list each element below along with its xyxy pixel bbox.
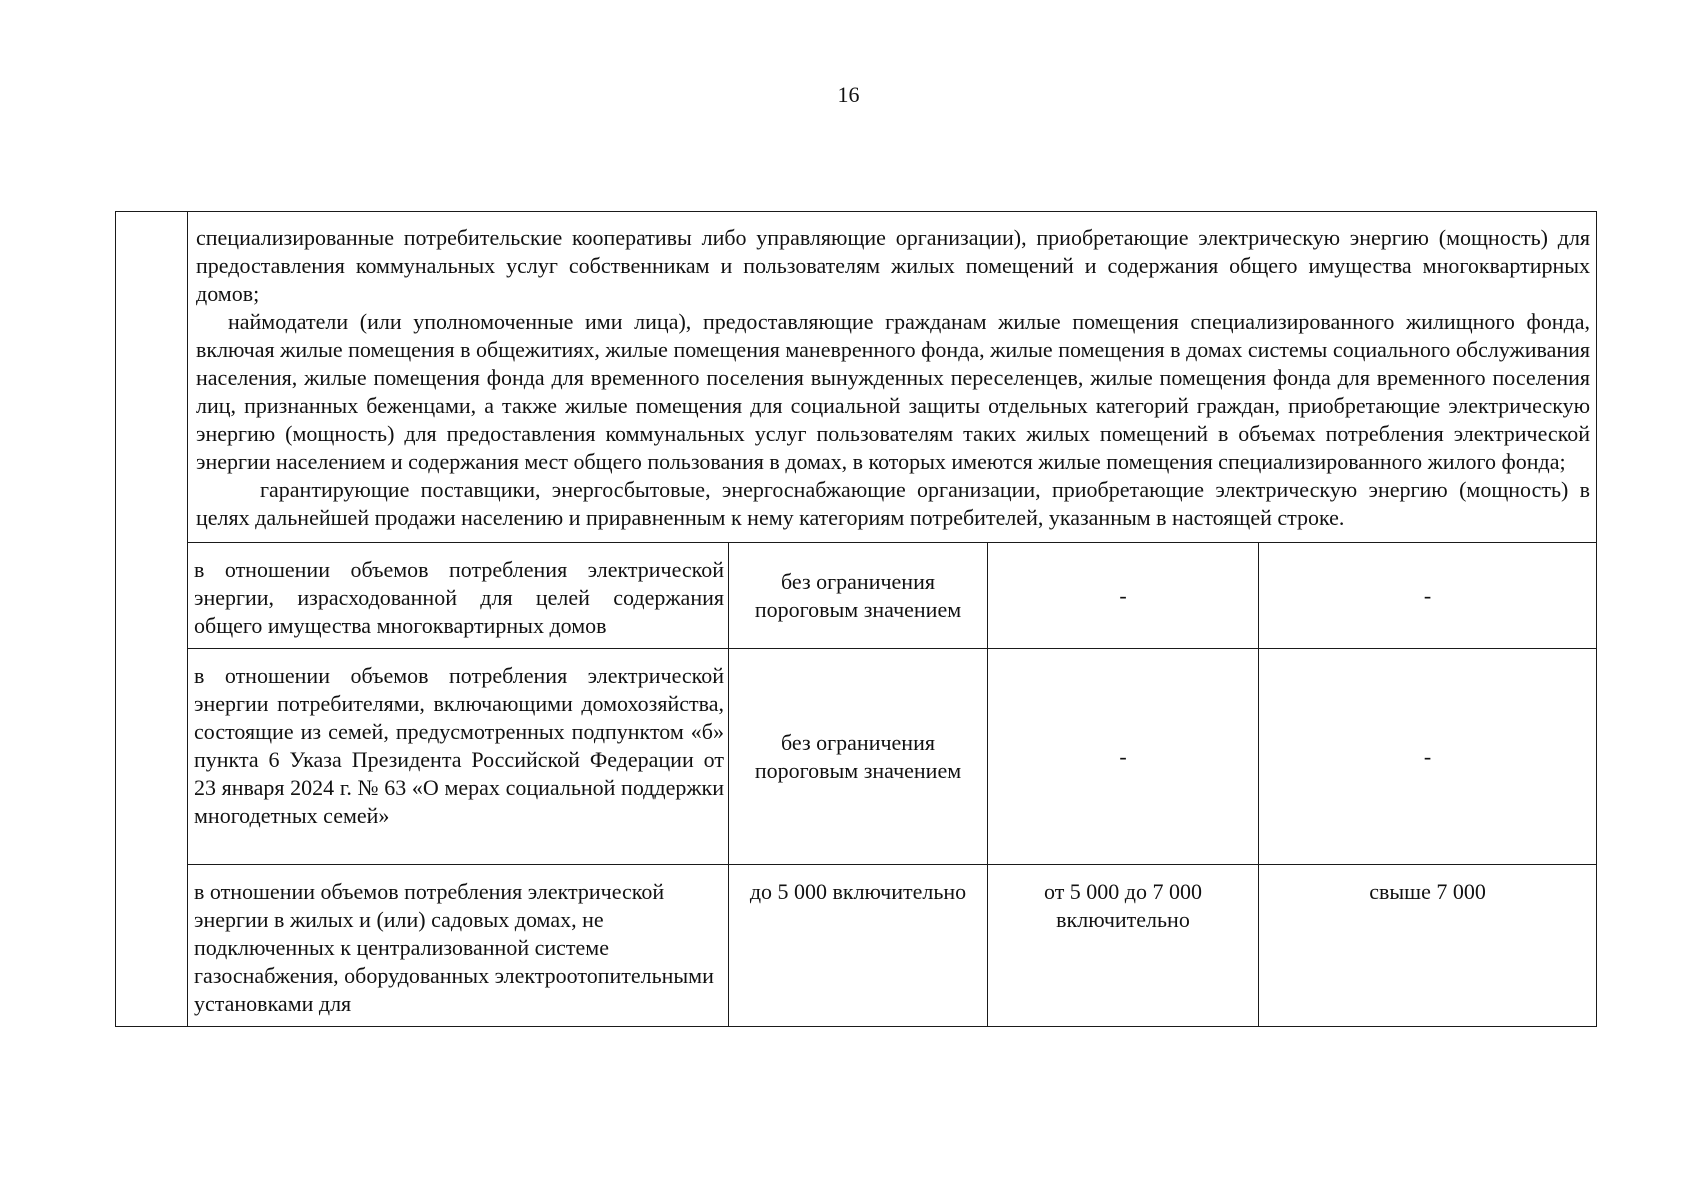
threshold-cell-a: до 5 000 включительно bbox=[729, 865, 988, 1027]
threshold-cell-a: без ограничения пороговым значением bbox=[729, 649, 988, 865]
intro-paragraph: специализированные потребительские кооперативы либо управляющие организации), приобретающие электрическую энергию (мощность) для предоставления коммунальных услуг собственникам и пользователям жилых помещений и содержания общего имущества многоквартирных домов; bbox=[196, 225, 1591, 306]
threshold-cell-b: - bbox=[988, 543, 1259, 649]
threshold-cell-c: - bbox=[1259, 543, 1597, 649]
row-description: в отношении объемов потребления электрической энергии потребителями, включающими домохозяйства, состоящие из семей, предусмотренных подпунктом «б» пункта 6 Указа Президента Российской Федерации от 23 января 2024 г. № 63 «О мерах социальной поддержки многодетных семей» bbox=[188, 649, 729, 865]
intro-paragraph: наймодатели (или уполномоченные ими лица), предоставляющие гражданам жилые помещения специализированного жилищного фонда, включая жилые помещения в общежитиях, жилые помещения маневренного фонда, жилые помещения в домах системы социального обслуживания населения, жилые помещения фонда для временного поселения вынужденных переселенцев, жилые помещения фонда для временного поселения лиц, признанных беженцами, а также жилые помещения для социальной защиты отдельных категорий граждан, приобретающие электрическую энергию (мощность) для предоставления коммунальных услуг пользователям таких жилых помещений в объемах потребления электрической энергии населением и содержания мест общего пользования в домах, в которых имеются жилые помещения специализированного жилого фонда; bbox=[196, 309, 1591, 474]
threshold-cell-b: от 5 000 до 7 000 включительно bbox=[988, 865, 1259, 1027]
threshold-cell-a: без ограничения пороговым значением bbox=[729, 543, 988, 649]
threshold-cell-c: - bbox=[1259, 649, 1597, 865]
table-row bbox=[116, 865, 1597, 1027]
row-description: в отношении объемов потребления электрической энергии, израсходованной для целей содержания общего имущества многоквартирных домов bbox=[188, 543, 729, 649]
row-number-cell bbox=[116, 212, 188, 1027]
threshold-cell-c: свыше 7 000 bbox=[1259, 865, 1597, 1027]
intro-cell bbox=[188, 212, 1597, 543]
threshold-cell-b: - bbox=[988, 649, 1259, 865]
intro-paragraph: гарантирующие поставщики, энергосбытовые, энергоснабжающие организации, приобретающие электрическую энергию (мощность) в целях дальнейшей продажи населению и приравненным к нему категориям потребителей, указанным в настоящей строке. bbox=[196, 477, 1591, 530]
table-row-intro bbox=[116, 212, 1597, 543]
row-description: в отношении объемов потребления электрической энергии в жилых и (или) садовых домах, не подключенных к централизованной системе газоснабжения, оборудованных электроотопительными установками для bbox=[188, 865, 729, 1027]
page-number: 16 bbox=[837, 82, 860, 107]
tariff-table bbox=[115, 211, 1597, 1027]
table-row bbox=[116, 543, 1597, 649]
table-row bbox=[116, 649, 1597, 865]
